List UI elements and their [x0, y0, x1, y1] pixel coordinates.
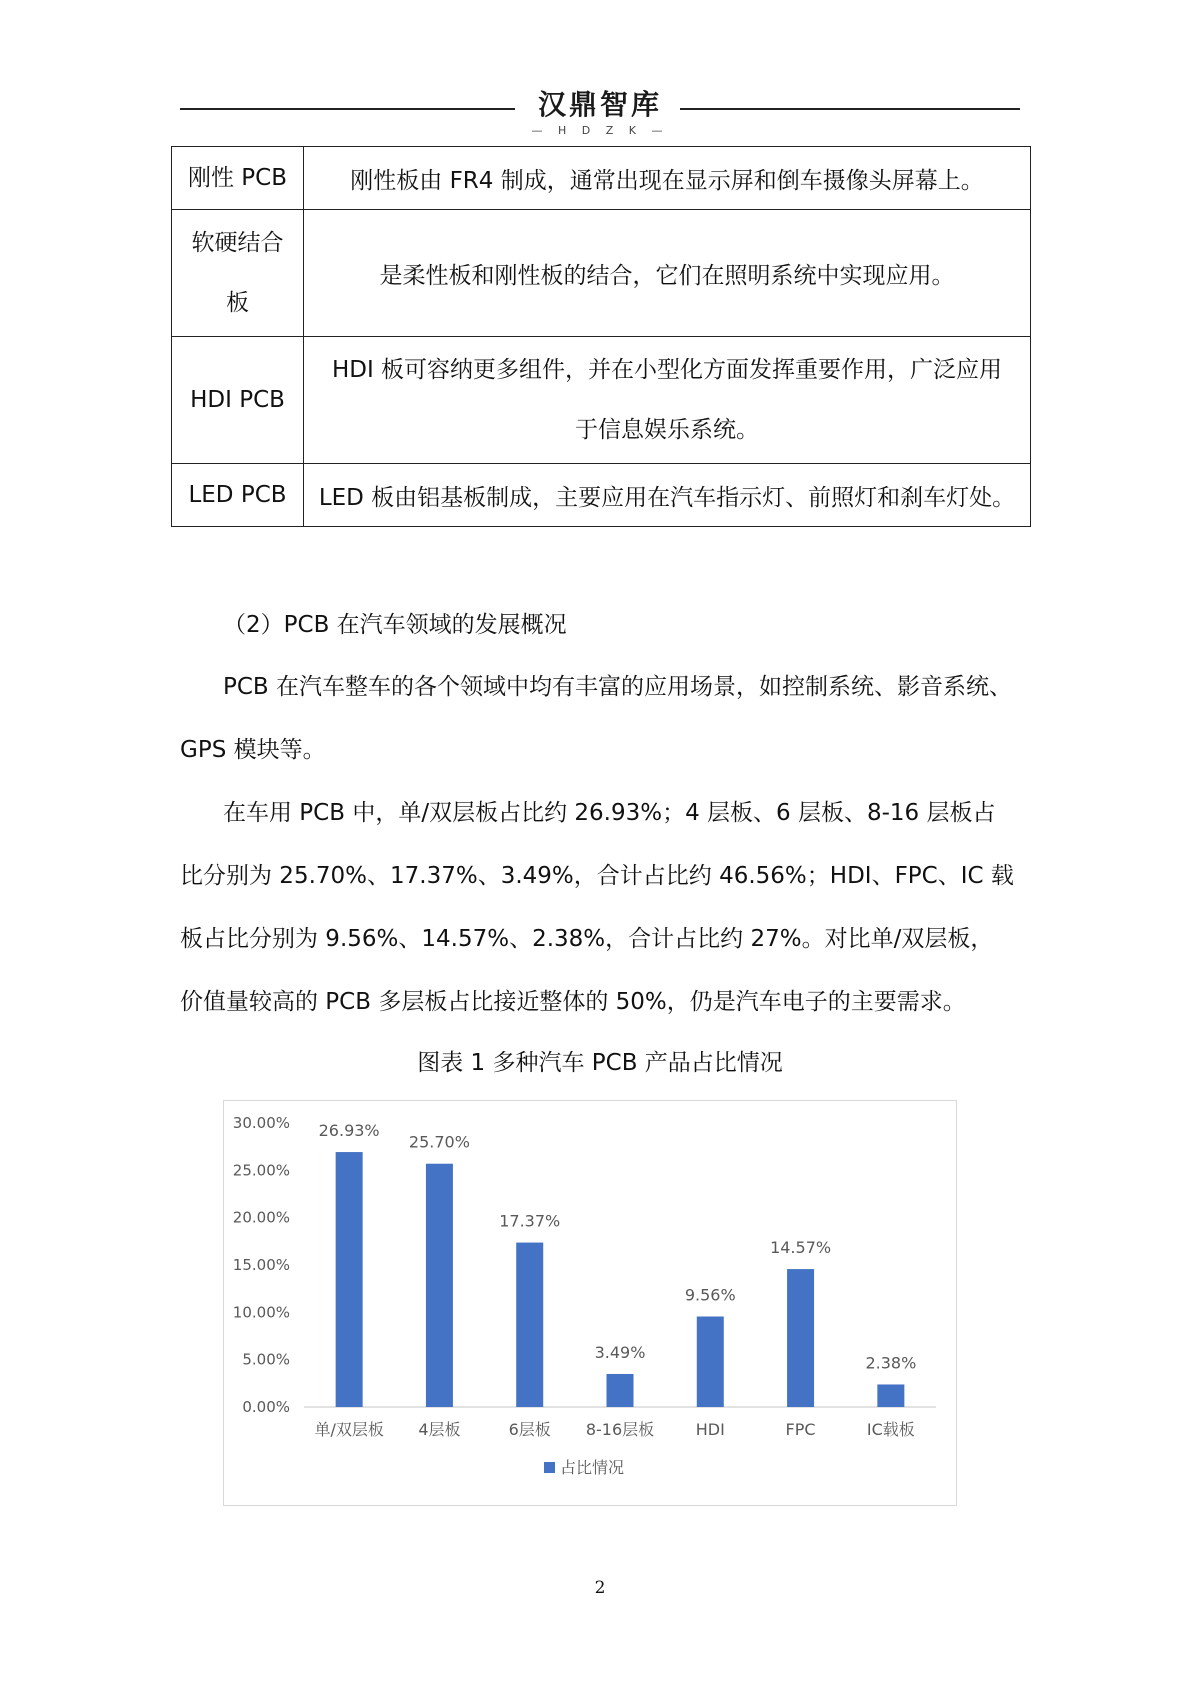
y-tick-label: 30.00%	[232, 1114, 290, 1132]
x-tick-label: 4层板	[418, 1420, 461, 1439]
table-row	[172, 147, 1031, 210]
x-tick-label: 单/双层板	[314, 1420, 384, 1439]
page-header	[180, 88, 1020, 140]
data-label: 26.93%	[318, 1121, 380, 1141]
data-label: 25.70%	[408, 1132, 470, 1152]
x-tick-label: HDI	[695, 1420, 725, 1439]
paragraph-line: 价值量较高的 PCB 多层板占比接近整体的 50%，仍是汽车电子的主要需求。	[180, 989, 966, 1015]
y-tick-label: 20.00%	[232, 1208, 290, 1227]
legend-swatch	[544, 1462, 555, 1473]
table-cell-type: 刚性 PCB	[172, 147, 304, 210]
paragraph-line: 比分别为 25.70%、17.37%、3.49%，合计占比约 46.56%；HDI、FPC、IC 载	[180, 863, 1014, 889]
table-cell-desc: 刚性板由 FR4 制成，通常出现在显示屏和倒车摄像头屏幕上。	[304, 147, 1031, 210]
x-tick-label: 8-16层板	[585, 1420, 655, 1439]
bar-chart	[223, 1100, 957, 1506]
y-tick-label: 5.00%	[242, 1350, 290, 1369]
section-heading: （2）PCB 在汽车领域的发展概况	[223, 612, 567, 638]
x-tick-label: IC载板	[866, 1420, 915, 1439]
pcb-type-table	[171, 146, 1031, 527]
bar	[336, 1152, 363, 1407]
paragraph-2	[180, 782, 1020, 1034]
bar	[697, 1316, 724, 1407]
brand-subtitle: — H D Z K —	[531, 124, 669, 137]
paragraph-line: 板占比分别为 9.56%、14.57%、2.38%，合计占比约 27%。对比单/双层板，	[180, 926, 994, 952]
table-cell-desc: LED 板由铝基板制成，主要应用在汽车指示灯、前照灯和刹车灯处。	[304, 464, 1031, 527]
chart-svg	[224, 1101, 956, 1505]
y-tick-label: 10.00%	[232, 1303, 290, 1322]
table-row	[172, 464, 1031, 527]
table-cell-type: HDI PCB	[172, 337, 304, 464]
page-number: 2	[594, 1578, 606, 1598]
data-label: 2.38%	[865, 1353, 917, 1373]
y-tick-label: 15.00%	[232, 1256, 290, 1274]
y-tick-label: 0.00%	[242, 1398, 290, 1416]
x-tick-label: FPC	[785, 1420, 816, 1439]
type-line-1: 软硬结合	[191, 230, 284, 256]
table-cell-type: LED PCB	[172, 464, 304, 527]
table-cell-desc	[304, 337, 1031, 464]
y-tick-label: 25.00%	[232, 1161, 290, 1180]
header-rule-left	[180, 108, 515, 110]
data-label: 3.49%	[594, 1342, 646, 1362]
data-label: 14.57%	[770, 1238, 832, 1258]
x-tick-label: 6层板	[508, 1420, 551, 1439]
table-row	[172, 337, 1031, 464]
header-rule-right	[680, 108, 1020, 110]
data-label: 9.56%	[684, 1285, 736, 1305]
bar	[426, 1164, 453, 1407]
paragraph-line: 在车用 PCB 中，单/双层板占比约 26.93%；4 层板、6 层板、8-16 层板占	[223, 800, 996, 826]
paragraph-line: GPS 模块等。	[180, 737, 326, 763]
brand-logo: 汉鼎智库	[537, 88, 662, 121]
bar	[607, 1374, 634, 1407]
bar	[877, 1384, 904, 1407]
table-cell-desc: 是柔性板和刚性板的结合，它们在照明系统中实现应用。	[304, 210, 1031, 337]
data-label: 17.37%	[499, 1211, 561, 1231]
bar	[516, 1243, 543, 1407]
paragraph-1	[180, 656, 1020, 782]
paragraph-line: PCB 在汽车整车的各个领域中均有丰富的应用场景，如控制系统、影音系统、	[223, 674, 1013, 700]
desc-line-1: HDI 板可容纳更多组件，并在小型化方面发挥重要作用，广泛应用	[331, 357, 1003, 383]
figure-caption: 图表 1 多种汽车 PCB 产品占比情况	[417, 1050, 783, 1076]
legend-label: 占比情况	[560, 1458, 625, 1477]
table-row	[172, 210, 1031, 337]
type-line-2: 板	[226, 290, 249, 316]
desc-line-2: 于信息娱乐系统。	[575, 417, 759, 443]
bar	[787, 1269, 814, 1407]
table-cell-type	[172, 210, 304, 337]
